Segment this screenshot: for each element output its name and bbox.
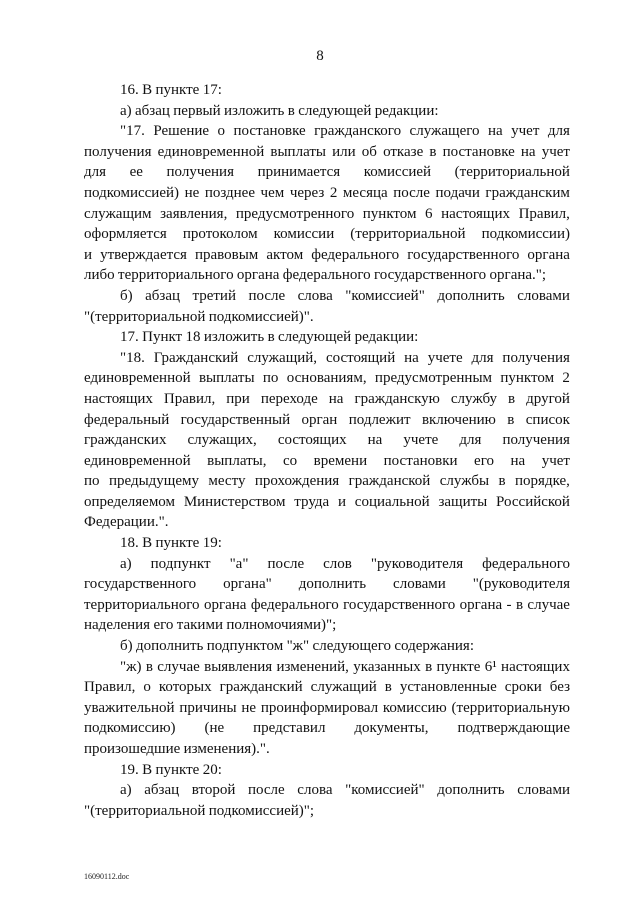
word: абзац xyxy=(144,782,180,799)
word: федеральный xyxy=(84,411,170,428)
word: 19: xyxy=(202,535,222,552)
word: подкомиссией)"; xyxy=(208,802,315,819)
word: комиссией xyxy=(363,164,432,181)
word: или xyxy=(332,143,356,160)
word: заявления, xyxy=(160,205,228,222)
word: учете xyxy=(403,432,439,449)
text-line xyxy=(84,286,570,307)
word: гражданским xyxy=(485,184,570,201)
word: 18. xyxy=(120,535,139,552)
word: гражданской xyxy=(348,473,431,490)
word: его xyxy=(153,617,174,634)
text-line xyxy=(84,780,570,801)
word: В xyxy=(142,535,153,552)
word: изложить xyxy=(224,102,285,119)
word: служащего xyxy=(409,123,480,140)
word: настоящих xyxy=(441,205,511,222)
word: подпунктом xyxy=(206,638,284,655)
word: Министерством xyxy=(183,493,286,510)
word: порядке, xyxy=(515,473,570,490)
word: о xyxy=(143,679,151,696)
word: включению xyxy=(421,411,496,428)
word: второй xyxy=(191,782,236,799)
word: изменений, xyxy=(276,658,349,675)
word: на xyxy=(328,390,344,407)
word: федерального xyxy=(282,267,371,284)
word: редакции: xyxy=(354,329,419,346)
word: подкомиссией)". xyxy=(208,308,314,325)
word: (не xyxy=(204,720,225,737)
word: уважительной xyxy=(84,699,175,716)
word: территориального xyxy=(118,267,234,284)
word: а) xyxy=(120,555,132,572)
word: Правил, xyxy=(518,205,570,222)
word: Федерации.". xyxy=(84,514,169,531)
word: переходе xyxy=(260,390,318,407)
word: список xyxy=(525,411,570,428)
text-line xyxy=(84,327,570,348)
word: гражданских xyxy=(84,432,167,449)
word: пункте xyxy=(155,761,200,778)
word: "(руководителя xyxy=(472,576,570,593)
word: по xyxy=(84,473,100,490)
word: об xyxy=(361,143,377,160)
text-line xyxy=(84,451,570,472)
word: подтверждающие xyxy=(457,720,570,737)
text-line xyxy=(84,595,570,616)
word: учет xyxy=(541,452,570,469)
word: на xyxy=(487,123,503,140)
word: единовременной xyxy=(84,370,191,387)
text-line xyxy=(84,307,570,328)
word: 2 xyxy=(562,370,570,387)
word: позднее xyxy=(204,184,255,201)
word: о xyxy=(217,123,226,140)
word: постановки xyxy=(383,452,458,469)
word: а) xyxy=(120,102,132,119)
word: выплаты xyxy=(198,370,255,387)
word: правовым xyxy=(194,246,259,263)
word: не xyxy=(241,699,257,716)
word: защиты xyxy=(438,493,488,510)
word: настоящих xyxy=(84,390,153,407)
word: на xyxy=(367,432,383,449)
word: органа" xyxy=(223,576,272,593)
word: третий xyxy=(192,287,236,304)
word: произошедшие xyxy=(84,741,181,757)
word: в xyxy=(507,411,515,428)
word: гражданского xyxy=(314,123,402,140)
word: органа xyxy=(203,596,247,613)
word: учет xyxy=(511,123,540,140)
text-line xyxy=(84,554,570,575)
word: выплаты, xyxy=(207,452,267,469)
word: в xyxy=(425,658,433,675)
word: "а" xyxy=(229,555,249,572)
word: федерального xyxy=(250,596,339,613)
file-name-footer: 16090112.doc xyxy=(84,872,130,881)
word: 17: xyxy=(202,82,222,98)
word: подкомиссии) xyxy=(481,226,570,243)
word: единовременной xyxy=(84,452,191,469)
word: - xyxy=(506,596,512,613)
word: 2 xyxy=(329,184,338,201)
text-line xyxy=(84,245,570,266)
word: 19. xyxy=(120,761,139,778)
word: после xyxy=(393,184,430,201)
word: следующей xyxy=(298,102,372,119)
word: подпункт xyxy=(150,555,211,572)
word: в xyxy=(515,596,524,613)
word: "(территориальной xyxy=(84,308,206,325)
word: подкомиссию) xyxy=(84,720,176,737)
text-line xyxy=(84,657,570,678)
word: в xyxy=(429,143,437,160)
text-line xyxy=(84,430,570,451)
word: органа xyxy=(459,596,503,613)
word: Правил, xyxy=(84,679,136,696)
word: для xyxy=(84,164,107,181)
word: государственного xyxy=(84,576,197,593)
word: для xyxy=(547,123,570,140)
word: получения xyxy=(502,349,570,366)
word: словами xyxy=(393,576,446,593)
word: представил xyxy=(253,720,326,737)
text-line xyxy=(84,265,570,286)
word: актом xyxy=(266,246,304,263)
word: выявления xyxy=(204,658,273,675)
word: территориального xyxy=(84,596,200,613)
word: службы xyxy=(439,473,490,490)
word: "17. xyxy=(120,123,145,140)
word: "ж) xyxy=(120,658,142,675)
word: "(территориальной xyxy=(84,802,206,819)
word: словами xyxy=(517,287,570,304)
word: предусмотренного xyxy=(235,205,355,222)
text-line xyxy=(84,533,570,554)
text-line xyxy=(84,410,570,431)
word: службу xyxy=(450,390,498,407)
word: дополнить xyxy=(298,576,367,593)
word: (территориальную xyxy=(451,699,570,716)
word: 6¹ xyxy=(484,658,497,675)
word: редакции: xyxy=(374,102,439,119)
word: со xyxy=(282,452,298,469)
document-body xyxy=(84,80,570,821)
word: государственного xyxy=(407,246,520,263)
word: "руководителя xyxy=(370,555,464,572)
word: гражданский xyxy=(219,679,303,696)
word: состоящих xyxy=(277,432,347,449)
word: в xyxy=(145,658,153,675)
word: без xyxy=(549,679,570,696)
word: содержания: xyxy=(394,638,475,655)
word: Пункт xyxy=(142,329,183,346)
word: при xyxy=(226,390,250,407)
word: оформляется xyxy=(84,226,167,243)
word: учет xyxy=(541,143,570,160)
word: предыдущему xyxy=(108,473,199,490)
word: получения xyxy=(166,164,234,181)
word: указанных xyxy=(353,658,421,675)
word: проинформировал xyxy=(260,699,379,716)
text-line xyxy=(84,348,570,369)
word: и xyxy=(84,246,93,263)
text-line xyxy=(84,492,570,513)
word: в xyxy=(384,679,392,696)
text-line xyxy=(84,204,570,225)
word: которых xyxy=(158,679,212,696)
word: постановке xyxy=(233,123,306,140)
text-line xyxy=(84,224,570,245)
word: а) xyxy=(120,782,132,799)
word: месту xyxy=(208,473,246,490)
word: подачи xyxy=(435,184,480,201)
word: после xyxy=(267,555,305,572)
word: в xyxy=(287,102,295,119)
word: настоящих xyxy=(501,658,570,675)
word: (территориальной xyxy=(350,226,466,243)
word: по xyxy=(262,370,279,387)
word: федерального xyxy=(482,555,570,572)
word: его xyxy=(474,452,494,469)
word: месяца xyxy=(342,184,388,201)
word: и xyxy=(337,493,346,510)
word: 16. xyxy=(120,82,139,98)
word: документы, xyxy=(354,720,429,737)
text-line xyxy=(84,101,570,122)
word: слова xyxy=(297,287,333,304)
text-line xyxy=(84,121,570,142)
word: дополнить xyxy=(437,782,505,799)
word: в xyxy=(498,473,506,490)
word: такими xyxy=(176,617,223,634)
word: абзац xyxy=(145,287,181,304)
word: чем xyxy=(260,184,285,201)
word: пункте xyxy=(155,535,200,552)
word: 20: xyxy=(202,761,222,778)
word: на xyxy=(520,143,536,160)
word: на xyxy=(510,452,526,469)
word: подкомиссией) xyxy=(84,184,180,201)
word: предусмотренным xyxy=(374,370,493,387)
word: "комиссией" xyxy=(345,287,425,304)
word: пунктом xyxy=(500,370,555,387)
word: установленные xyxy=(399,679,497,696)
text-line xyxy=(84,142,570,163)
word: следующей xyxy=(278,329,352,346)
word: протоколом xyxy=(182,226,258,243)
word: единовременной xyxy=(157,143,265,160)
word: "ж" xyxy=(286,638,310,655)
text-line xyxy=(84,574,570,595)
word: В xyxy=(142,82,153,98)
word: сроки xyxy=(504,679,542,696)
word: комиссию xyxy=(382,699,447,716)
word: времени xyxy=(313,452,368,469)
word: социальной xyxy=(354,493,430,510)
word: определяемом xyxy=(84,493,176,510)
word: органа xyxy=(527,246,570,263)
word: "18. xyxy=(120,349,145,366)
text-line xyxy=(84,615,570,636)
word: служащих, xyxy=(187,432,257,449)
word: после xyxy=(248,287,286,304)
word: слов xyxy=(323,555,352,572)
text-line xyxy=(84,636,570,657)
text-line xyxy=(84,80,570,101)
word: первый xyxy=(173,102,221,119)
word: следующего xyxy=(312,638,391,655)
word: изменения).". xyxy=(183,741,270,757)
word: отказе xyxy=(383,143,424,160)
word: пункте xyxy=(436,658,481,675)
page-number: 8 xyxy=(316,48,324,64)
word: слова xyxy=(297,782,333,799)
text-line xyxy=(84,183,570,204)
word: прохождения xyxy=(254,473,340,490)
word: 6 xyxy=(425,205,433,222)
word: наделения xyxy=(84,617,151,634)
word: В xyxy=(142,761,153,778)
word: пунктом xyxy=(362,205,417,222)
text-line xyxy=(84,512,570,533)
word: орган xyxy=(301,411,338,428)
word: не xyxy=(184,184,200,201)
word: государственного xyxy=(374,267,487,284)
word: выплаты xyxy=(270,143,326,160)
text-line xyxy=(84,698,570,719)
word: подлежит xyxy=(348,411,411,428)
word: труда xyxy=(294,493,330,510)
word: утверждается xyxy=(100,246,187,263)
word: служащий xyxy=(310,679,377,696)
word: (территориальной xyxy=(454,164,570,181)
word: служащим xyxy=(84,205,152,222)
text-line xyxy=(84,471,570,492)
word: абзац xyxy=(135,102,170,119)
word: пункте xyxy=(155,82,200,98)
word: б) xyxy=(120,287,133,304)
word: случае xyxy=(157,658,200,675)
word: получения xyxy=(84,143,152,160)
word: постановке xyxy=(442,143,515,160)
word: ее xyxy=(129,164,143,181)
word: федерального xyxy=(311,246,400,263)
word: 17. xyxy=(120,329,139,346)
word: гражданскую xyxy=(354,390,440,407)
word: б) xyxy=(120,638,133,655)
word: словами xyxy=(517,782,570,799)
text-line xyxy=(84,760,570,781)
text-line xyxy=(84,801,570,822)
word: "комиссией" xyxy=(345,782,425,799)
word: государственного xyxy=(343,596,456,613)
word: причины xyxy=(179,699,237,716)
text-line xyxy=(84,739,570,760)
word: основаниям, xyxy=(286,370,367,387)
word: дополнить xyxy=(437,287,505,304)
word: Правил, xyxy=(163,390,216,407)
word: после xyxy=(247,782,285,799)
word: случае xyxy=(527,596,570,613)
word: другой xyxy=(526,390,570,407)
word: получения xyxy=(502,432,570,449)
word: дополнить xyxy=(136,638,204,655)
text-line xyxy=(84,162,570,183)
word: Российской xyxy=(496,493,570,510)
word: комиссии xyxy=(273,226,335,243)
word: государственный xyxy=(180,411,291,428)
word: либо xyxy=(84,267,115,284)
word: органа."; xyxy=(489,267,547,284)
word: принимается xyxy=(257,164,341,181)
text-line xyxy=(84,718,570,739)
word: полномочиями)"; xyxy=(226,617,337,634)
word: в xyxy=(508,390,516,407)
word: для xyxy=(459,432,482,449)
word: через xyxy=(289,184,325,201)
text-line xyxy=(84,389,570,410)
word: учете xyxy=(427,349,463,366)
word: для xyxy=(471,349,494,366)
word: изложить xyxy=(203,329,265,346)
word: Решение xyxy=(153,123,210,140)
word: 18 xyxy=(185,329,201,346)
text-line xyxy=(84,368,570,389)
word: служащий, xyxy=(247,349,318,366)
text-line xyxy=(84,677,570,698)
word: в xyxy=(267,329,275,346)
word: состоящий xyxy=(325,349,396,366)
word: на xyxy=(404,349,419,366)
word: Гражданский xyxy=(153,349,239,366)
word: органа xyxy=(236,267,280,284)
